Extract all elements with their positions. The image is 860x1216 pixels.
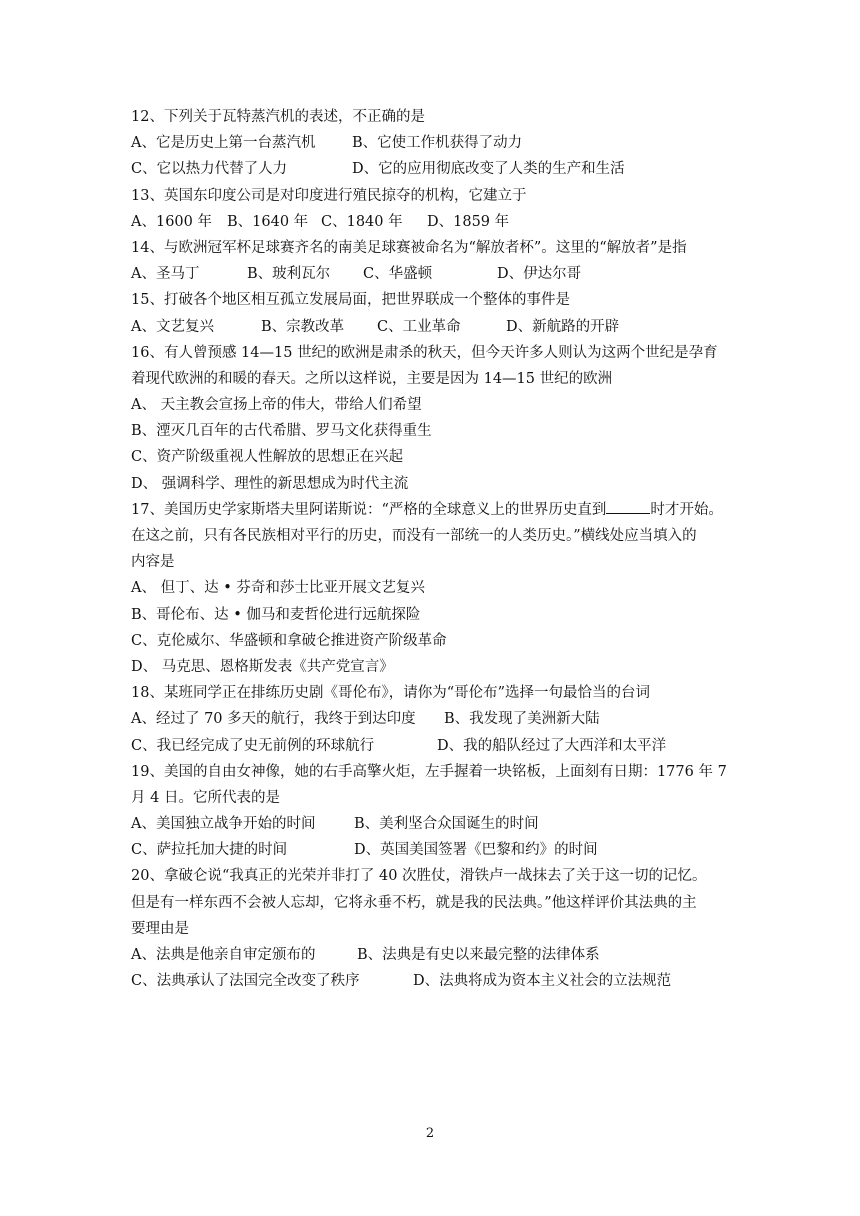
question-20-options-row2	[131, 968, 731, 994]
option-c: C、它以热力代替了人力	[131, 161, 288, 178]
option-a: A、经过了 70 多天的航行，我终于到达印度	[131, 711, 416, 728]
question-16-stem-line2: 着现代欧洲的和暖的春天。之所以这样说，主要是因为 14—15 世纪的欧洲	[131, 370, 613, 387]
question-20-stem-line1: 20、拿破仑说“我真正的光荣并非打了 40 次胜仗，滑铁卢一战抹去了关于这一切的记忆。	[131, 868, 707, 885]
option-b: B、它使工作机获得了动力	[352, 135, 523, 152]
option-c: C、萨拉托加大捷的时间	[131, 842, 288, 859]
option-a: A、美国独立战争开始的时间	[131, 816, 316, 833]
question-list	[131, 104, 731, 994]
question-14-options	[131, 261, 731, 287]
option-c: C、法典承认了法国完全改变了秩序	[131, 973, 360, 990]
option-a: A、法典是他亲自审定颁布的	[131, 947, 316, 963]
option-b: B、玻利瓦尔	[247, 266, 331, 283]
option-d: D、法典将成为资本主义社会的立法规范	[413, 973, 672, 990]
option-b: B、我发现了美洲新大陆	[444, 711, 600, 728]
question-15-stem: 15、打破各个地区相互孤立发展局面，把世界联成一个整体的事件是	[131, 292, 570, 309]
question-17-stem-part1: 17、美国历史学家斯塔夫里阿诺斯说：“严格的全球意义上的世界历史直到	[131, 501, 607, 518]
option-c: C、我已经完成了史无前例的环球航行	[131, 737, 375, 754]
question-13-options	[131, 209, 731, 235]
option-a: A、文艺复兴	[131, 318, 214, 335]
question-14-stem: 14、与欧洲冠军杯足球赛齐名的南美足球赛被命名为“解放者杯”。这里的“解放者”是指	[131, 239, 687, 256]
page-number: 2	[425, 1126, 435, 1141]
option-a: A、圣马丁	[131, 266, 200, 283]
option-b: B、1640 年	[227, 213, 309, 230]
question-19-options-row2	[131, 837, 731, 863]
question-12-options-row1	[131, 130, 731, 156]
option-d: D、它的应用彻底改变了人类的生产和生活	[352, 161, 625, 178]
option-d: D、我的船队经过了大西洋和太平洋	[437, 737, 667, 754]
option-c: C、资产阶级重视人性解放的思想正在兴起	[131, 449, 404, 466]
question-19-stem-line1: 19、美国的自由女神像，她的右手高擎火炬，左手握着一块铭板，上面刻有日期：1776 年 7	[131, 763, 727, 780]
question-18-options-row1	[131, 706, 731, 732]
option-b: B、湮灭几百年的古代希腊、罗马文化获得重生	[131, 423, 432, 440]
question-19-options-row1	[131, 811, 731, 837]
fill-in-blank	[606, 499, 650, 514]
question-17-stem-line2: 在这之前，只有各民族相对平行的历史，而没有一部统一的人类历史。”横线处应当填入的	[131, 528, 697, 544]
option-c: C、华盛顿	[363, 266, 433, 283]
question-12-options-row2	[131, 156, 731, 182]
question-15-options	[131, 314, 731, 340]
option-d: D、 马克思、恩格斯发表《共产党宣言》	[131, 658, 394, 675]
option-c: C、克伦威尔、华盛顿和拿破仑推进资产阶级革命	[131, 632, 447, 649]
question-18-options-row2	[131, 733, 731, 759]
question-17-stem-line1	[131, 497, 731, 523]
question-19-stem-line2: 月 4 日。它所代表的是	[131, 789, 280, 806]
option-b: B、哥伦布、达 • 伽马和麦哲伦进行远航探险	[131, 606, 421, 623]
question-20-stem-line2: 但是有一样东西不会被人忘却，它将永垂不朽，就是我的民法典。”他这样评价其法典的主	[131, 894, 697, 911]
option-d: D、英国美国签署《巴黎和约》的时间	[354, 842, 598, 859]
question-16-stem-line1: 16、有人曾预感 14—15 世纪的欧洲是肃杀的秋天，但今天许多人则认为这两个世纪是孕育	[131, 344, 718, 361]
question-17-stem-line3: 内容是	[131, 554, 175, 571]
option-a: A、 天主教会宣扬上帝的伟大，带给人们希望	[131, 397, 422, 414]
option-a: A、它是历史上第一台蒸汽机	[131, 135, 316, 152]
question-20-options-row1	[131, 942, 731, 968]
option-c: C、工业革命	[377, 318, 461, 335]
question-18-stem: 18、某班同学正在排练历史剧《哥伦布》，请你为“哥伦布”选择一句最恰当的台词	[131, 685, 651, 702]
option-c: C、1840 年	[321, 213, 403, 230]
question-17-stem-part2: 时才开始。	[650, 501, 723, 518]
option-b: B、美利坚合众国诞生的时间	[354, 816, 539, 833]
option-a: A、1600 年	[131, 213, 212, 230]
option-d: D、1859 年	[427, 213, 510, 230]
option-d: D、伊达尔哥	[497, 266, 582, 283]
option-b: B、宗教改革	[261, 318, 345, 335]
option-d: D、新航路的开辟	[506, 318, 620, 335]
option-d: D、 强调科学、理性的新思想成为时代主流	[131, 475, 409, 492]
question-20-stem-line3: 要理由是	[131, 920, 189, 937]
question-13-stem: 13、英国东印度公司是对印度进行殖民掠夺的机构，它建立于	[131, 187, 527, 204]
option-a: A、 但丁、达 • 芬奇和莎士比亚开展文艺复兴	[131, 580, 425, 597]
question-12-stem: 12、下列关于瓦特蒸汽机的表述，不正确的是	[131, 109, 425, 125]
option-b: B、法典是有史以来最完整的法律体系	[357, 947, 600, 963]
